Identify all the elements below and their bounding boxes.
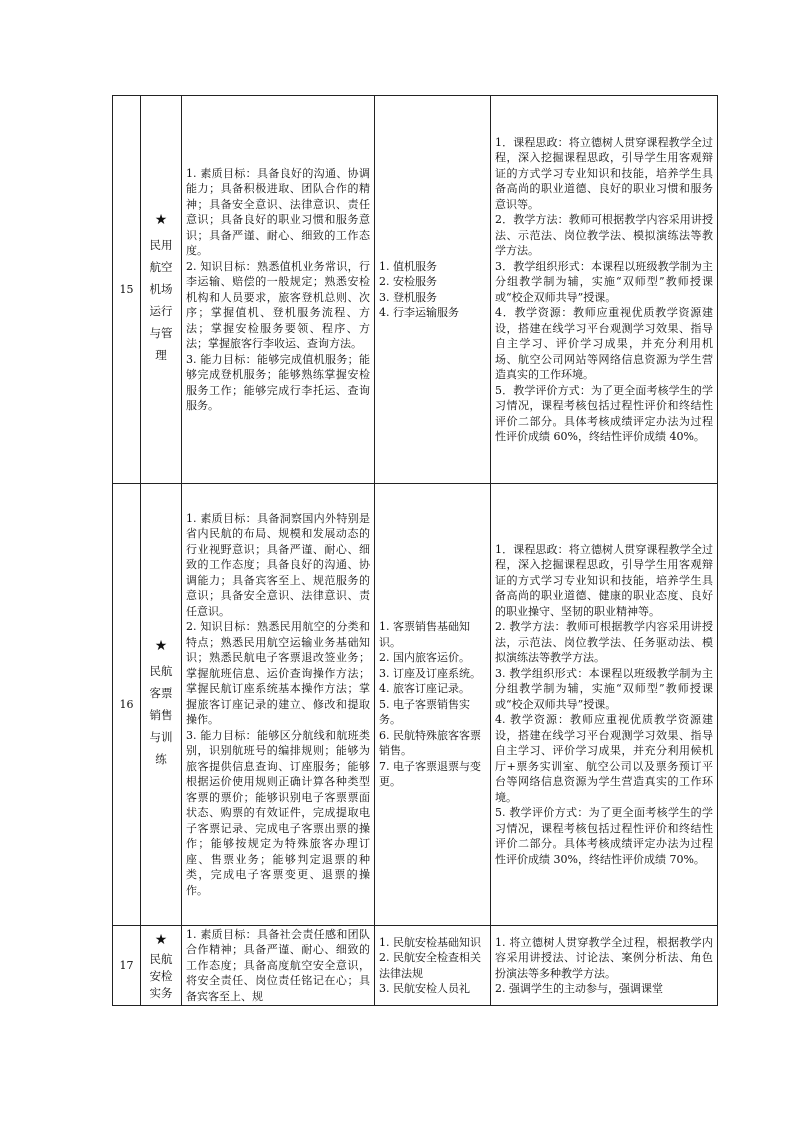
method-item: 4．教学资源：教师应重视优质教学资源建设，搭建在线学习平台观测学习效果、指导自主学习、评价学习成果，并充分利用机场、航空公司网站等网络信息资源为学生营造真实的工作环境。 <box>495 306 713 381</box>
course-name-part: 运行 <box>149 304 173 319</box>
course-goals-cell <box>182 926 375 1006</box>
teaching-method-cell <box>491 96 718 484</box>
method-item: 2. 教学方法：教师可根据教学内容采用讲授法，示范法、岗位教学法、任务驱动法、模拟演练法等教学方法。 <box>495 620 713 665</box>
content-item: 6. 民航特殊旅客客票销售。 <box>379 728 481 758</box>
star-icon: ★ <box>154 932 168 949</box>
method-item: 4. 教学资源：教师应重视优质教学资源建设，搭建在线学习平台观测学习效果、指导自主学习、评价学习成果，并充分利用候机厅+票务实训室、航空公司以及票务预订平台等网络信息资源为学生营造真实的工作环境。 <box>495 713 713 804</box>
content-item: 4. 旅客订座记录。 <box>379 682 470 696</box>
method-item: 5．教学评价方式：为了更全面考核学生的学习情况，课程考核包括过程性评价和终结性评价二部分。具体考核成绩评定办法为过程性评价成绩 60%，终结性评价成绩 40%。 <box>495 383 713 443</box>
content-item: 1. 值机服务 <box>379 259 437 273</box>
row-number: 17 <box>113 926 141 1006</box>
content-item: 2. 民航安全检查相关法律法规 <box>379 951 481 980</box>
goal-item: 3. 能力目标：能够区分航线和航班类别，识别航班号的编排规则；能够为旅客提供信息查询、订座服务；能够根据运价使用规则正确计算各种类型客票的票价；能够识别电子客票票面状态、购票的有效证件，完成提取电子客票记录、完成电子客票出票的操作；能够按规定为特殊旅客办理订座、售票业务；能够判定退票的种类，完成电子客票变更、退票的操作。 <box>186 728 370 897</box>
content-item: 4. 行李运输服务 <box>379 306 459 319</box>
method-item: 3. 教学组织形式：本课程以班级教学制为主分组教学制为辅，实施“双师型”教师授课或“校企双师共导”授课。 <box>495 666 713 711</box>
course-content-cell <box>375 484 491 926</box>
course-goals-cell <box>182 484 375 926</box>
course-name-part: 机场 <box>149 282 173 297</box>
row-number: 15 <box>113 96 141 484</box>
course-name-part: 民航 <box>149 664 173 679</box>
course-goals-cell <box>182 96 375 484</box>
course-table <box>112 95 718 1006</box>
goal-item: 1. 素质目标：具备社会责任感和团队合作精神；具备严谨、耐心、细致的工作态度；具备高度航空安全意识，将安全责任、岗位责任铭记在心；具备宾客至上、规 <box>186 927 370 1003</box>
course-name-cell <box>141 484 182 926</box>
goal-item: 1. 素质目标：具备洞察国内外特别是省内民航的布局、规模和发展动态的行业视野意识；具备严谨、耐心、细致的工作态度；具备良好的沟通、协调能力；具备宾客至上、规范服务的意识；具备安全意识、法律意识、责任意识。 <box>186 511 370 618</box>
method-item: 1. 将立德树人贯穿教学全过程，根据教学内容采用讲授法、讨论法、案例分析法、角色扮演法等多种教学方法。 <box>495 935 713 980</box>
row-number: 16 <box>113 484 141 926</box>
goal-item: 3. 能力目标：能够完成值机服务；能够完成登机服务；能够熟练掌握安检服务工作；能够完成行李托运、查询服务。 <box>186 352 370 412</box>
goal-item: 2. 知识目标：熟悉值机业务常识，行李运输、赔偿的一般规定；熟悉安检机构和人员要求，旅客登机总则、次序；掌握值机、登机服务流程、方法；掌握安检服务要领、程序、方法；掌握旅客行李收运、查询方法。 <box>186 259 370 350</box>
content-item: 7. 电子客票退票与变更。 <box>379 759 481 789</box>
method-item: 1．课程思政：将立德树人贯穿课程教学全过程，深入挖掘课程思政，引导学生用客观辩证的方式学习专业知识和技能，培养学生具备高尚的职业道德、健康的职业态度、良好的职业操守、坚韧的职业精神等。 <box>495 542 713 618</box>
course-name-part: 练 <box>155 752 167 767</box>
course-name-part: 民航 <box>149 951 173 966</box>
method-item: 3．教学组织形式：本课程以班级教学制为主分组教学制为辅，实施“双师型”教师授课或“校企双师共导”授课。 <box>495 259 713 304</box>
content-item: 1. 民航安检基础知识 <box>379 935 481 949</box>
course-name-part: 与训 <box>149 730 173 745</box>
star-icon: ★ <box>154 211 168 228</box>
course-name-part: 销售 <box>149 708 173 723</box>
course-name-part: 与管 <box>149 326 173 341</box>
goal-item: 1. 素质目标：具备良好的沟通、协调能力；具备积极进取、团队合作的精神；具备安全意识、法律意识、责任意识；具备良好的职业习惯和服务意识；具备严谨、耐心、细致的工作态度。 <box>186 166 370 257</box>
star-icon: ★ <box>154 637 168 654</box>
course-name-part: 客票 <box>149 686 173 701</box>
course-name-part: 航空 <box>149 260 173 275</box>
method-item: 5. 教学评价方式：为了更全面考核学生的学习情况，课程考核包括过程性评价和终结性评价二部分。具体考核成绩评定办法为过程性评价成绩 30%，终结性评价成绩 70%。 <box>495 806 713 866</box>
content-item: 2. 安检服务 <box>379 275 437 288</box>
course-content-cell <box>375 926 491 1006</box>
course-table-body <box>113 96 718 1006</box>
course-name-part: 民用 <box>149 238 173 253</box>
method-item: 2．教学方法：教师可根据教学内容采用讲授法、示范法、岗位教学法、模拟演练法等教学方法。 <box>495 213 713 257</box>
course-name-part: 理 <box>155 348 167 363</box>
content-item: 3. 登机服务 <box>379 290 437 304</box>
method-item: 1．课程思政：将立德树人贯穿课程教学全过程，深入挖掘课程思政，引导学生用客观辩证的方式学习专业知识和技能，培养学生具备高尚的职业道德、良好的职业习惯和服务意识等。 <box>495 135 713 211</box>
content-item: 3. 订座及订座系统。 <box>379 666 481 680</box>
method-item: 2. 强调学生的主动参与，强调课堂 <box>495 982 663 995</box>
content-item: 1. 客票销售基础知识。 <box>379 620 470 649</box>
table-row <box>113 926 718 1006</box>
teaching-method-cell <box>491 484 718 926</box>
goal-item: 2. 知识目标：熟悉民用航空的分类和特点；熟悉民用航空运输业务基础知识；熟悉民航电子客票退改签业务；掌握航班信息、运价查询操作方法；掌握民航订座系统基本操作方法；掌握旅客订座记录的建立、修改和提取操作。 <box>186 620 370 727</box>
course-name-part: 安检 <box>149 968 173 983</box>
teaching-method-cell <box>491 926 718 1006</box>
course-name-cell <box>141 926 182 1006</box>
course-name-part: 实务 <box>149 985 173 1000</box>
table-row <box>113 96 718 484</box>
course-name-cell <box>141 96 182 484</box>
course-content-cell <box>375 96 491 484</box>
content-item: 2. 国内旅客运价。 <box>379 651 470 665</box>
table-row <box>113 484 718 926</box>
content-item: 3. 民航安检人员礼 <box>379 982 470 995</box>
content-item: 5. 电子客票销售实务。 <box>379 697 470 727</box>
